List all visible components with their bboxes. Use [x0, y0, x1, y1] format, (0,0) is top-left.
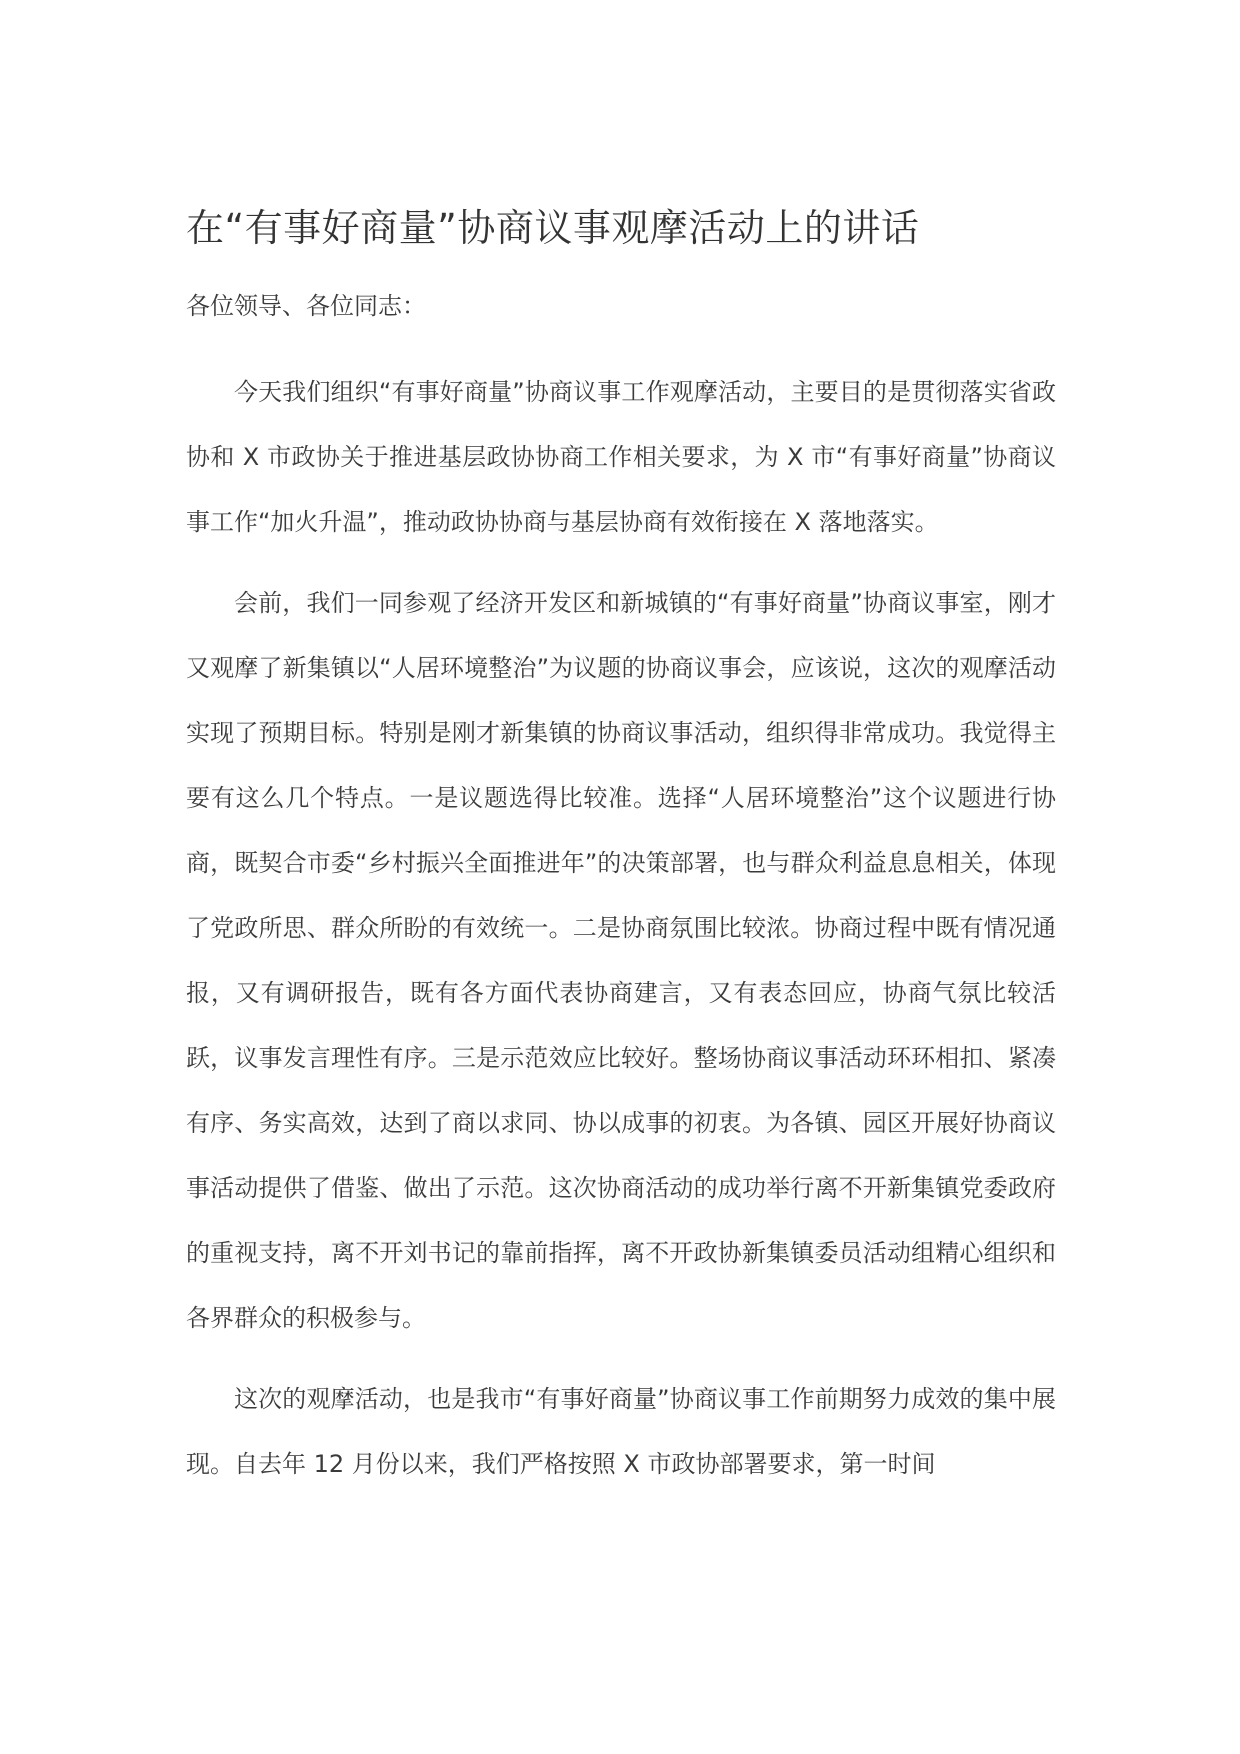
paragraph-1: 今天我们组织“有事好商量”协商议事工作观摩活动，主要目的是贯彻落实省政协和 X 市政协关于推进基层政协协商工作相关要求，为 X 市“有事好商量”协商议事工作“加火升温”，推动政协协商与基层协商有效衔接在 X 落地落实。: [186, 378, 1056, 536]
document-page: [186, 200, 1056, 1513]
paragraph-3: 这次的观摩活动，也是我市“有事好商量”协商议事工作前期努力成效的集中展现。自去年 12 月份以来，我们严格按照 X 市政协部署要求，第一时间: [186, 1385, 1056, 1478]
document-title: 在“有事好商量”协商议事观摩活动上的讲话: [186, 206, 920, 250]
salutation: 各位领导、各位同志：: [186, 292, 426, 320]
paragraph-2: 会前，我们一同参观了经济开发区和新城镇的“有事好商量”协商议事室，刚才又观摩了新集镇以“人居环境整治”为议题的协商议事会，应该说，这次的观摩活动实现了预期目标。特别是刚才新集镇的协商议事活动，组织得非常成功。我觉得主要有这么几个特点。一是议题选得比较准。选择“人居环境整治”这个议题进行协商，既契合市委“乡村振兴全面推进年”的决策部署，也与群众利益息息相关，体现了党政所思、群众所盼的有效统一。二是协商氛围比较浓。协商过程中既有情况通报，又有调研报告，既有各方面代表协商建言，又有表态回应，协商气氛比较活跃，议事发言理性有序。三是示范效应比较好。整场协商议事活动环环相扣、紧凑有序、务实高效，达到了商以求同、协以成事的初衷。为各镇、园区开展好协商议事活动提供了借鉴、做出了示范。这次协商活动的成功举行离不开新集镇党委政府的重视支持，离不开刘书记的靠前指挥，离不开政协新集镇委员活动组精心组织和各界群众的积极参与。: [186, 589, 1056, 1332]
